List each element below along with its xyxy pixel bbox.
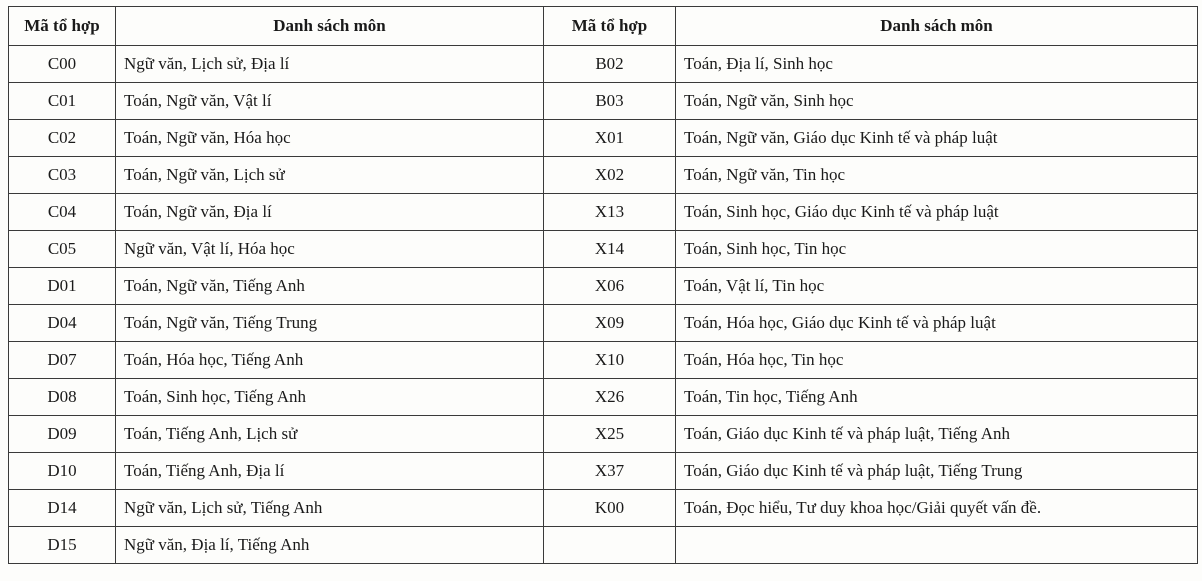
table-row [9,416,1198,453]
table-row [9,268,1198,305]
combination-code-cell: X06 [544,268,676,305]
subject-list-cell: Toán, Địa lí, Sinh học [676,46,1198,83]
combination-code-cell: X13 [544,194,676,231]
combination-code-cell: D08 [9,379,116,416]
combination-code-cell: D07 [9,342,116,379]
combination-code-cell [544,527,676,564]
table-row [9,453,1198,490]
subject-list-cell: Toán, Ngữ văn, Địa lí [116,194,544,231]
subject-list-cell: Ngữ văn, Lịch sử, Tiếng Anh [116,490,544,527]
subject-list-cell: Toán, Ngữ văn, Giáo dục Kinh tế và pháp luật [676,120,1198,157]
combination-code-cell: D10 [9,453,116,490]
combination-code-cell: X01 [544,120,676,157]
subject-list-cell: Toán, Vật lí, Tin học [676,268,1198,305]
combination-code-cell: D14 [9,490,116,527]
table-row [9,46,1198,83]
table-row [9,83,1198,120]
combination-code-cell: C04 [9,194,116,231]
combination-code-cell: K00 [544,490,676,527]
combination-code-cell: D01 [9,268,116,305]
subject-list-cell: Toán, Tiếng Anh, Địa lí [116,453,544,490]
subject-list-cell: Toán, Giáo dục Kinh tế và pháp luật, Tiếng Trung [676,453,1198,490]
table-row [9,527,1198,564]
table-row [9,379,1198,416]
table-row [9,194,1198,231]
combination-code-cell: C01 [9,83,116,120]
combination-code-cell: C00 [9,46,116,83]
combination-code-cell: D09 [9,416,116,453]
subject-list-cell: Toán, Đọc hiểu, Tư duy khoa học/Giải quyết vấn đề. [676,490,1198,527]
combination-code-cell: X14 [544,231,676,268]
combination-code-cell: X26 [544,379,676,416]
subject-list-cell: Toán, Ngữ văn, Hóa học [116,120,544,157]
subject-list-cell: Toán, Ngữ văn, Vật lí [116,83,544,120]
table-row [9,120,1198,157]
header-subject-list: Danh sách môn [676,7,1198,46]
subject-list-cell: Ngữ văn, Địa lí, Tiếng Anh [116,527,544,564]
table-row [9,490,1198,527]
header-combination-code: Mã tổ hợp [544,7,676,46]
subject-list-cell: Toán, Tiếng Anh, Lịch sử [116,416,544,453]
combination-code-cell: B02 [544,46,676,83]
table-row [9,231,1198,268]
subject-list-cell: Toán, Ngữ văn, Tiếng Trung [116,305,544,342]
combination-code-cell: X09 [544,305,676,342]
combination-code-cell: C02 [9,120,116,157]
combination-code-cell: D04 [9,305,116,342]
subject-list-cell: Toán, Sinh học, Giáo dục Kinh tế và pháp luật [676,194,1198,231]
combination-code-cell: B03 [544,83,676,120]
combination-code-cell: X37 [544,453,676,490]
subject-list-cell: Toán, Hóa học, Giáo dục Kinh tế và pháp luật [676,305,1198,342]
subject-combination-table [8,6,1198,564]
subject-list-cell: Toán, Hóa học, Tiếng Anh [116,342,544,379]
table-row [9,305,1198,342]
subject-list-cell: Toán, Ngữ văn, Lịch sử [116,157,544,194]
subject-list-cell: Toán, Ngữ văn, Tin học [676,157,1198,194]
table-row [9,342,1198,379]
combination-code-cell: X25 [544,416,676,453]
subject-list-cell: Toán, Hóa học, Tin học [676,342,1198,379]
combination-code-cell: X02 [544,157,676,194]
table-header-row [9,7,1198,46]
subject-list-cell [676,527,1198,564]
subject-list-cell: Toán, Ngữ văn, Sinh học [676,83,1198,120]
table-row [9,157,1198,194]
subject-list-cell: Toán, Sinh học, Tin học [676,231,1198,268]
combination-code-cell: C03 [9,157,116,194]
subject-list-cell: Toán, Tin học, Tiếng Anh [676,379,1198,416]
subject-list-cell: Toán, Sinh học, Tiếng Anh [116,379,544,416]
header-combination-code: Mã tổ hợp [9,7,116,46]
combination-code-cell: X10 [544,342,676,379]
subject-list-cell: Toán, Giáo dục Kinh tế và pháp luật, Tiếng Anh [676,416,1198,453]
subject-list-cell: Ngữ văn, Vật lí, Hóa học [116,231,544,268]
subject-list-cell: Toán, Ngữ văn, Tiếng Anh [116,268,544,305]
combination-code-cell: D15 [9,527,116,564]
combination-code-cell: C05 [9,231,116,268]
header-subject-list: Danh sách môn [116,7,544,46]
subject-list-cell: Ngữ văn, Lịch sử, Địa lí [116,46,544,83]
